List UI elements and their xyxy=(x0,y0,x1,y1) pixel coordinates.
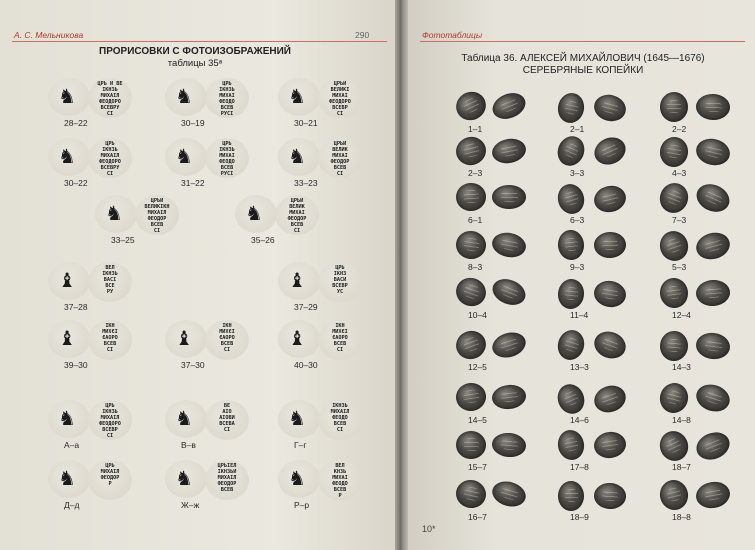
right-subtitle: СЕРЕБРЯНЫЕ КОПЕЙКИ xyxy=(522,65,644,76)
coin-reverse-photo xyxy=(489,478,528,510)
rider-icon: ♞ xyxy=(58,466,76,490)
coin-reverse-photo xyxy=(489,89,530,124)
coin-reverse-drawing xyxy=(205,78,249,118)
rider-icon: ♞ xyxy=(175,84,193,108)
coin-reverse-photo xyxy=(693,229,733,263)
coin-reverse-drawing xyxy=(275,195,319,235)
coin-inscription: ЦРЬІЕЛ ІКНЗЬИ МИХАІЛ ФЕОДОР ВСЕВ xyxy=(217,463,237,493)
rider-icon: ♞ xyxy=(105,201,123,225)
coin-obverse-drawing xyxy=(165,460,207,498)
rider-icon: ♞ xyxy=(288,466,306,490)
rider-icon: ♝ xyxy=(58,268,76,292)
photo-caption: 18–7 xyxy=(672,462,691,472)
coin-obverse-drawing xyxy=(165,78,207,116)
rider-icon: ♝ xyxy=(288,326,306,350)
photo-caption: 15–7 xyxy=(468,462,487,472)
coin-obverse-drawing xyxy=(95,195,137,233)
coin-obverse-drawing xyxy=(165,320,207,358)
drawing-caption: 37–30 xyxy=(181,360,205,370)
coin-inscription: ІКН МИХЄІ ЄАОРО ВСЕВ СІ xyxy=(219,323,235,353)
photo-caption: 10–4 xyxy=(468,310,487,320)
photo-caption: 17–8 xyxy=(570,462,589,472)
left-title-text: ПРОРИСОВКИ С ФОТОИЗОБРАЖЕНИЙ xyxy=(99,46,291,57)
coin-obverse-drawing xyxy=(48,78,90,116)
drawing-caption: Г–г xyxy=(294,440,307,450)
photo-caption: 5–3 xyxy=(672,262,687,272)
coin-obverse-photo xyxy=(553,380,588,418)
rider-icon: ♞ xyxy=(58,406,76,430)
photo-caption: 3–3 xyxy=(570,168,585,178)
book-spine xyxy=(395,0,408,550)
coin-inscription: ЦРЬ ІКНЗЬ МИХАІЛ ФЕОДОРО ВСЕВРУ СІ xyxy=(99,141,121,177)
right-title-text: Таблица 36. АЛЕКСЕЙ МИХАЙЛОВИЧ (1645—1676) xyxy=(461,53,705,64)
coin-reverse-photo xyxy=(492,185,526,209)
coin-reverse-photo xyxy=(692,179,734,217)
drawing-caption: Д–д xyxy=(64,500,80,510)
coin-obverse-photo xyxy=(657,380,692,416)
coin-obverse-drawing xyxy=(278,138,320,176)
coin-inscription: ЦРЬИ ВЕЛИКІКН МИХАІЛ ФЕОДОР ВСЕВ СІ xyxy=(144,198,170,234)
coin-obverse-drawing xyxy=(278,460,320,498)
coin-inscription: ЦРЬ И ВЕ ІКНЗЬ МИХАІЛ ФЕОДОРО ВСЕВРУ СІ xyxy=(97,81,123,117)
drawing-caption: А–а xyxy=(64,440,80,450)
drawing-caption: В–в xyxy=(181,440,196,450)
coin-obverse-photo xyxy=(557,229,586,261)
photo-caption: 9–3 xyxy=(570,262,585,272)
drawing-caption: 37–29 xyxy=(294,302,318,312)
drawing-caption: 39–30 xyxy=(64,360,88,370)
coin-reverse-drawing xyxy=(318,460,362,500)
coin-reverse-drawing xyxy=(205,320,249,360)
coin-obverse-photo xyxy=(558,481,584,511)
left-running-head: А. С. Мельникова xyxy=(14,30,84,40)
coin-reverse-drawing xyxy=(88,400,132,440)
coin-obverse-drawing xyxy=(278,320,320,358)
coin-obverse-photo xyxy=(656,179,693,217)
rider-icon: ♞ xyxy=(58,144,76,168)
coin-inscription: ЦРЬ ІКНЗ ВАСИ ВСЕВР УС xyxy=(332,265,348,295)
coin-obverse-photo xyxy=(659,330,689,362)
coin-reverse-drawing xyxy=(88,460,132,500)
coin-obverse-photo xyxy=(553,132,589,170)
coin-reverse-photo xyxy=(695,279,731,307)
drawing-caption: 30–19 xyxy=(181,118,205,128)
photo-caption: 12–4 xyxy=(672,310,691,320)
coin-reverse-drawing xyxy=(318,138,362,178)
coin-reverse-drawing xyxy=(318,262,362,302)
photo-caption: 12–5 xyxy=(468,362,487,372)
coin-reverse-photo xyxy=(490,230,528,260)
coin-obverse-photo xyxy=(658,276,689,309)
coin-reverse-drawing xyxy=(88,78,132,118)
coin-reverse-drawing xyxy=(318,400,362,440)
coin-obverse-photo xyxy=(655,427,693,466)
rider-icon: ♞ xyxy=(245,201,263,225)
rider-icon: ♞ xyxy=(175,466,193,490)
coin-reverse-photo xyxy=(491,383,527,410)
coin-inscription: ЦРЬ ІКНЗЬ МИХАІ ФЕОДО ВСЕВ РУСІ xyxy=(219,141,235,177)
coin-inscription: ВЕЛ КНЗЬ МИХАІ ФЕОДО ВСЕВ Р xyxy=(332,463,348,499)
left-title xyxy=(95,46,295,70)
drawing-caption: 28–22 xyxy=(64,118,88,128)
coin-inscription: ЦРЬИ ВЕЛИК МИХАІ ФЕОДОР ВСЕВ СІ xyxy=(330,141,350,177)
coin-reverse-drawing xyxy=(135,195,179,235)
coin-obverse-photo xyxy=(657,477,691,513)
photo-caption: 2–2 xyxy=(672,124,687,134)
coin-inscription: ЦРЬ ІКНЗЬ МИХАІ ФЕОДО ВСЕВ РУСІ xyxy=(219,81,235,117)
rider-icon: ♞ xyxy=(288,84,306,108)
coin-reverse-photo xyxy=(594,231,627,258)
coin-obverse-photo xyxy=(557,278,586,311)
coin-obverse-photo xyxy=(456,430,487,459)
drawing-caption: 37–28 xyxy=(64,302,88,312)
coin-reverse-photo xyxy=(694,136,733,169)
right-page xyxy=(408,0,755,550)
photo-caption: 4–3 xyxy=(672,168,687,178)
coin-reverse-photo xyxy=(694,479,732,511)
coin-obverse-drawing xyxy=(278,262,320,300)
coin-obverse-drawing xyxy=(165,400,207,438)
coin-obverse-photo xyxy=(555,91,587,126)
photo-caption: 16–7 xyxy=(468,512,487,522)
photo-caption: 18–8 xyxy=(672,512,691,522)
drawing-caption: 33–23 xyxy=(294,178,318,188)
coin-obverse-drawing xyxy=(48,400,90,438)
coin-obverse-photo xyxy=(454,381,488,413)
coin-reverse-photo xyxy=(591,91,629,124)
drawing-caption: 33–25 xyxy=(111,235,135,245)
coin-obverse-photo xyxy=(554,181,587,217)
coin-obverse-drawing xyxy=(278,400,320,438)
coin-reverse-photo xyxy=(489,275,530,310)
photo-caption: 2–3 xyxy=(468,168,483,178)
coin-obverse-photo xyxy=(660,92,689,122)
drawing-caption: 35–26 xyxy=(251,235,275,245)
coin-reverse-drawing xyxy=(205,400,249,440)
drawing-caption: 40–30 xyxy=(294,360,318,370)
photo-caption: 8–3 xyxy=(468,262,483,272)
coin-reverse-drawing xyxy=(318,78,362,118)
coin-reverse-photo xyxy=(591,183,628,216)
rider-icon: ♝ xyxy=(175,326,193,350)
right-page-number: 10* xyxy=(422,524,436,534)
coin-inscription: ЦРЬ ІКНЗЬ МИХАІЛ ФЕОДОРО ВСЕВР СІ xyxy=(99,403,121,439)
coin-obverse-photo xyxy=(454,229,488,261)
left-head-rule xyxy=(12,41,387,42)
photo-caption: 14–5 xyxy=(468,415,487,425)
coin-reverse-photo xyxy=(591,381,630,416)
photo-caption: 1–1 xyxy=(468,124,483,134)
drawing-caption: 31–22 xyxy=(181,178,205,188)
photo-caption: 6–3 xyxy=(570,215,585,225)
coin-reverse-photo xyxy=(592,430,627,460)
right-title xyxy=(448,53,718,77)
coin-obverse-drawing xyxy=(278,78,320,116)
coin-obverse-photo xyxy=(453,477,489,511)
coin-obverse-photo xyxy=(555,428,586,462)
coin-inscription: ІКН МИХЄІ ЄАОРО ВСЕВ СІ xyxy=(102,323,118,353)
rider-icon: ♞ xyxy=(175,406,193,430)
drawing-caption: 30–22 xyxy=(64,178,88,188)
photo-caption: 13–3 xyxy=(570,362,589,372)
coin-reverse-photo xyxy=(693,380,733,415)
photo-caption: 14–8 xyxy=(672,415,691,425)
rider-icon: ♞ xyxy=(175,144,193,168)
coin-inscription: ВЕЛ ІКНЗЬ ВАСІ ВСЕ РУ xyxy=(102,265,118,295)
coin-reverse-photo xyxy=(590,133,630,170)
drawing-caption: 30–21 xyxy=(294,118,318,128)
coin-reverse-photo xyxy=(695,331,732,361)
coin-obverse-drawing xyxy=(165,138,207,176)
coin-inscription: ІКН МИХЄІ ЄАОРО ВСЕВ СІ xyxy=(332,323,348,353)
coin-reverse-drawing xyxy=(88,138,132,178)
photo-caption: 6–1 xyxy=(468,215,483,225)
coin-inscription: ВЕ АІО АІОВИ ВСЕВА СІ xyxy=(219,403,235,433)
left-page-number: 290 xyxy=(355,30,370,40)
drawing-caption: Р–р xyxy=(294,500,310,510)
coin-reverse-photo xyxy=(591,327,630,362)
right-running-head: Фототаблицы xyxy=(422,30,483,40)
rider-icon: ♝ xyxy=(288,268,306,292)
coin-reverse-photo xyxy=(491,432,527,459)
drawing-caption: Ж–ж xyxy=(181,500,200,510)
rider-icon: ♞ xyxy=(58,84,76,108)
coin-obverse-drawing xyxy=(48,460,90,498)
coin-obverse-photo xyxy=(452,327,490,364)
coin-obverse-photo xyxy=(453,134,489,168)
coin-obverse-photo xyxy=(658,135,691,169)
coin-inscription: ЦРЬ МИХАІЛ ФЕОДОР Р xyxy=(100,463,120,487)
coin-reverse-photo xyxy=(696,93,731,120)
coin-reverse-photo xyxy=(592,279,628,310)
rider-icon: ♝ xyxy=(58,326,76,350)
coin-reverse-drawing xyxy=(205,138,249,178)
coin-obverse-photo xyxy=(455,182,486,212)
photo-caption: 2–1 xyxy=(570,124,585,134)
photo-caption: 18–9 xyxy=(570,512,589,522)
right-head-rule xyxy=(420,41,745,42)
coin-obverse-photo xyxy=(554,327,588,363)
coin-reverse-drawing xyxy=(318,320,362,360)
photo-caption: 11–4 xyxy=(570,310,589,320)
coin-obverse-drawing xyxy=(235,195,277,233)
coin-reverse-photo xyxy=(692,428,733,464)
photo-caption: 7–3 xyxy=(672,215,687,225)
coin-reverse-photo xyxy=(489,329,529,362)
rider-icon: ♞ xyxy=(288,144,306,168)
coin-obverse-photo xyxy=(656,227,692,264)
photo-caption: 14–3 xyxy=(672,362,691,372)
coin-obverse-drawing xyxy=(48,262,90,300)
coin-inscription: ЦРЬИ ВЕЛИК МИХАІ ФЕОДОР ВСЕВ СІ xyxy=(287,198,307,234)
left-subtitle: таблицы 35ᵃ xyxy=(167,58,223,69)
coin-reverse-drawing xyxy=(88,320,132,360)
coin-obverse-drawing xyxy=(48,138,90,176)
coin-inscription: ЦРЬИ ВЕЛИКІ МИХАІ ФЕОДОРО ВСЕВР СІ xyxy=(329,81,351,117)
coin-obverse-photo xyxy=(451,87,490,125)
coin-reverse-photo xyxy=(593,482,626,510)
photo-caption: 14–6 xyxy=(570,415,589,425)
rider-icon: ♞ xyxy=(288,406,306,430)
coin-reverse-photo xyxy=(490,136,528,166)
coin-reverse-drawing xyxy=(205,460,249,500)
coin-obverse-photo xyxy=(452,274,489,310)
coin-obverse-drawing xyxy=(48,320,90,358)
coin-inscription: ІКНЗЬ МИХАІЛ ФЕОДО ВСЕВ СІ xyxy=(330,403,350,433)
coin-reverse-drawing xyxy=(88,262,132,302)
